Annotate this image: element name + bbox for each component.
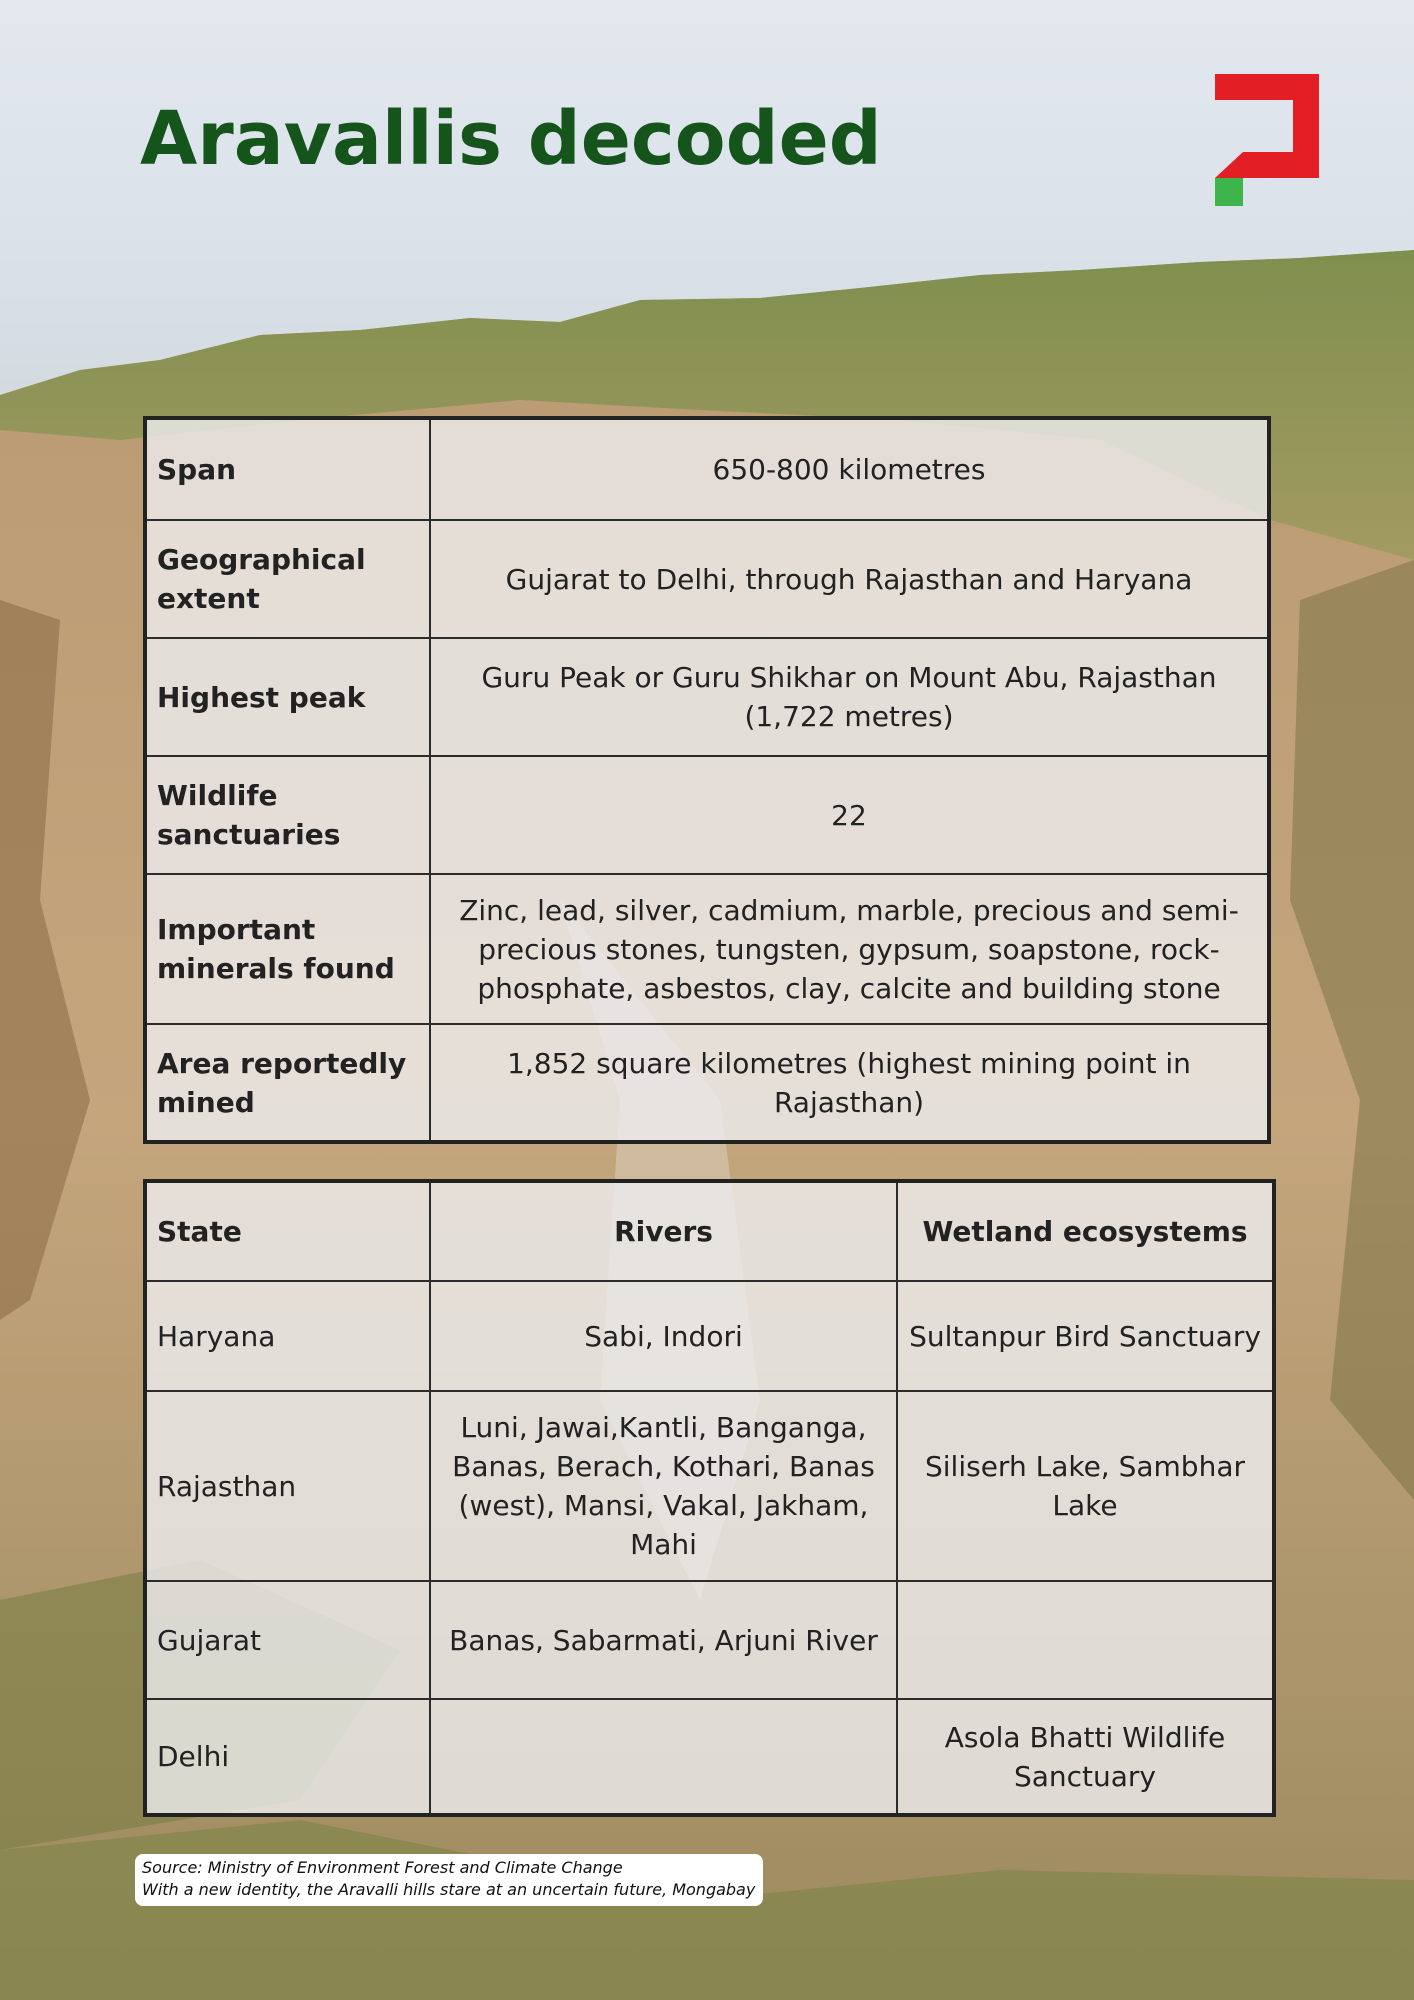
wetlands-cell: Sultanpur Bird Sanctuary [897, 1281, 1274, 1391]
table-row [145, 874, 1269, 1024]
fact-value: 1,852 square kilometres (highest mining point in Rajasthan) [430, 1024, 1269, 1142]
table-row [145, 638, 1269, 756]
column-header-state: State [145, 1181, 430, 1281]
rivers-cell [430, 1699, 897, 1815]
table-row [145, 1699, 1274, 1815]
column-header-wetlands: Wetland ecosystems [897, 1181, 1274, 1281]
table-row [145, 1024, 1269, 1142]
rivers-cell: Luni, Jawai,Kantli, Banganga, Banas, Berach, Kothari, Banas (west), Mansi, Vakal, Jakham, Mahi [430, 1391, 897, 1581]
fact-value: Guru Peak or Guru Shikhar on Mount Abu, Rajasthan (1,722 metres) [430, 638, 1269, 756]
table-header-row [145, 1181, 1274, 1281]
fact-value: Zinc, lead, silver, cadmium, marble, precious and semi-precious stones, tungsten, gypsum, soapstone, rock-phosphate, asbestos, clay, calcite and building stone [430, 874, 1269, 1024]
fact-value: 650-800 kilometres [430, 418, 1269, 520]
column-header-rivers: Rivers [430, 1181, 897, 1281]
source-note [135, 1854, 763, 1906]
fact-label: Area reportedly mined [145, 1024, 430, 1142]
table-row [145, 1281, 1274, 1391]
state-cell: Haryana [145, 1281, 430, 1391]
table-row [145, 756, 1269, 874]
fact-label: Span [145, 418, 430, 520]
rivers-cell: Banas, Sabarmati, Arjuni River [430, 1581, 897, 1699]
table-row [145, 418, 1269, 520]
fact-label: Highest peak [145, 638, 430, 756]
table-row [145, 520, 1269, 638]
fact-label: Geographical extent [145, 520, 430, 638]
facts-table [143, 416, 1271, 1144]
fact-label: Wildlife sanctuaries [145, 756, 430, 874]
source-line: Source: Ministry of Environment Forest and Climate Change [142, 1858, 623, 1877]
page-title: Aravallis decoded [140, 96, 882, 182]
wetlands-cell: Siliserh Lake, Sambhar Lake [897, 1391, 1274, 1581]
state-cell: Gujarat [145, 1581, 430, 1699]
state-cell: Delhi [145, 1699, 430, 1815]
fact-label: Important minerals found [145, 874, 430, 1024]
source-line: With a new identity, the Aravalli hills stare at an uncertain future, Mongabay [142, 1880, 756, 1899]
table-row [145, 1391, 1274, 1581]
states-table [143, 1179, 1276, 1817]
table-row [145, 1581, 1274, 1699]
publisher-logo-icon [1212, 74, 1322, 208]
wetlands-cell: Asola Bhatti Wildlife Sanctuary [897, 1699, 1274, 1815]
fact-value: 22 [430, 756, 1269, 874]
state-cell: Rajasthan [145, 1391, 430, 1581]
rivers-cell: Sabi, Indori [430, 1281, 897, 1391]
wetlands-cell [897, 1581, 1274, 1699]
fact-value: Gujarat to Delhi, through Rajasthan and Haryana [430, 520, 1269, 638]
